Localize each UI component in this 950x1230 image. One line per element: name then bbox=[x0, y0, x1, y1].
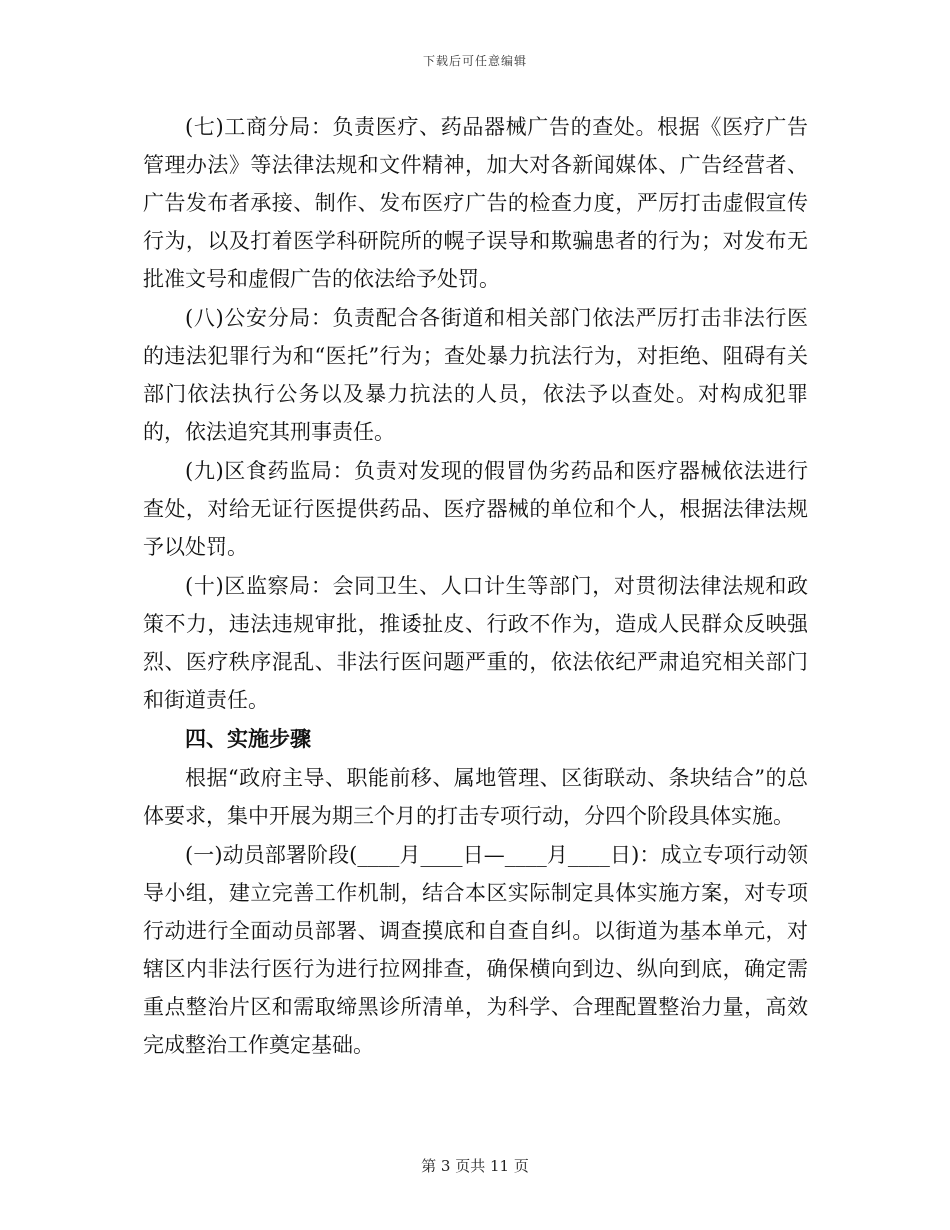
page-number-footer: 第 3 页共 11 页 bbox=[421, 1157, 529, 1175]
paragraph-overall-requirements: 根据“政府主导、职能前移、属地管理、区街联动、条块结合”的总体要求，集中开展为期三个月的打击专项行动，分四个阶段具体实施。 bbox=[143, 766, 808, 828]
header-note: 下载后可任意编辑 bbox=[422, 54, 527, 68]
paragraph-supervision-bureau: (十)区监察局：会同卫生、人口计生等部门，对贯彻法律法规和政策不力，违法违规审批，推诿扯皮、行政不作为，造成人民群众反映强烈、医疗秩序混乱、非法行医问题严重的，依法依纪严肃追究相关部门和街道责任。 bbox=[143, 574, 808, 712]
paragraph-public-security-bureau: (八)公安分局：负责配合各街道和相关部门依法严厉打击非法行医的违法犯罪行为和“医托”行为；查处暴力抗法行为，对拒绝、阻碍有关部门依法执行公务以及暴力抗法的人员，依法予以查处。对构成犯罪的，依法追究其刑事责任。 bbox=[143, 306, 808, 444]
paragraph-industry-commerce-bureau: (七)工商分局：负责医疗、药品器械广告的查处。根据《医疗广告管理办法》等法律法规和文件精神，加大对各新闻媒体、广告经营者、广告发布者承接、制作、发布医疗广告的检查力度，严厉打击虚假宣传行为，以及打着医学科研院所的幌子误导和欺骗患者的行为；对发布无批准文号和虚假广告的依法给予处罚。 bbox=[143, 115, 808, 291]
section-heading-implementation-steps: 四、实施步骤 bbox=[185, 726, 311, 751]
paragraph-mobilization-stage: (一)动员部署阶段(____月____日—____月____日)：成立专项行动领导小组，建立完善工作机制，结合本区实际制定具体实施方案，对专项行动进行全面动员部署、调查摸底和自查自纠。以街道为基本单元，对辖区内非法行医行为进行拉网排查，确保横向到边、纵向到底，确定需重点整治片区和需取缔黑诊所清单，为科学、合理配置整治力量，高效完成整治工作奠定基础。 bbox=[143, 843, 808, 1057]
paragraph-food-drug-bureau: (九)区食药监局：负责对发现的假冒伪劣药品和医疗器械依法进行查处，对给无证行医提供药品、医疗器械的单位和个人，根据法律法规予以处罚。 bbox=[143, 459, 808, 559]
document-body bbox=[143, 108, 808, 1065]
